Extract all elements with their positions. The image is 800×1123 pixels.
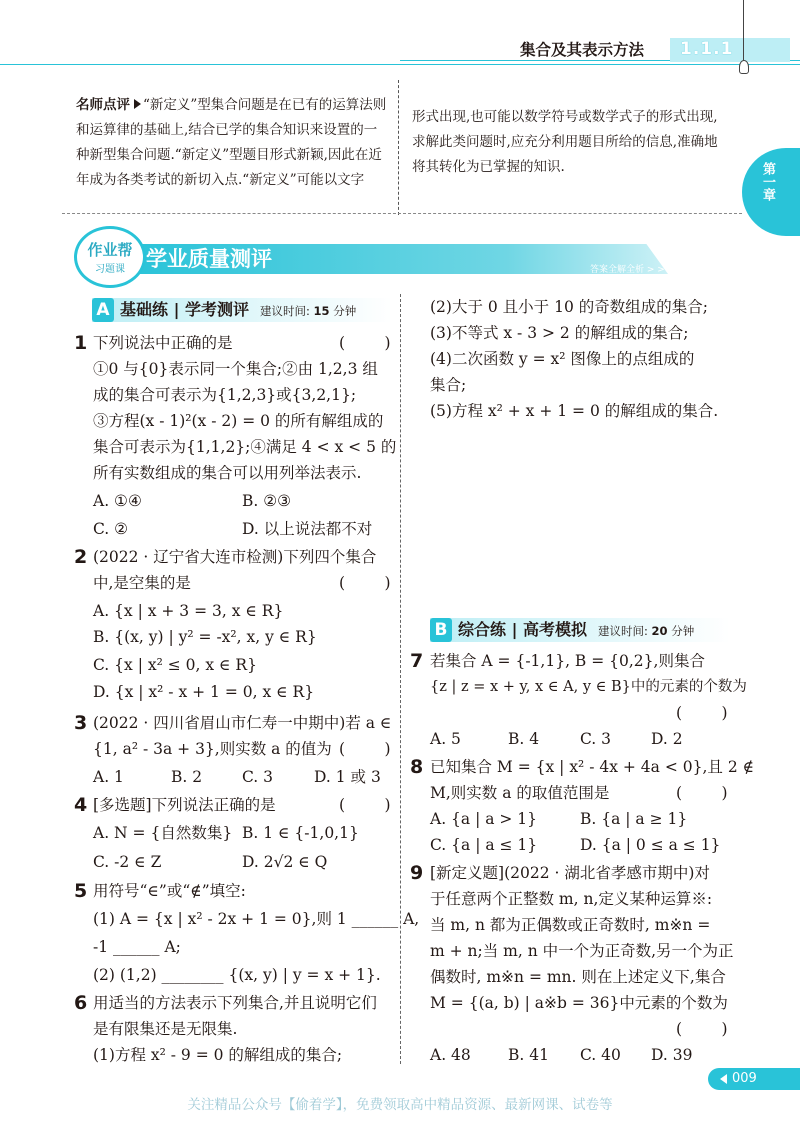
option-d: D. {a | 0 ≤ a ≤ 1} [580,836,721,854]
page-number-tab [708,1068,800,1090]
question-number: 2 [74,546,88,568]
option-b: B. 4 [508,730,540,748]
option-a: A. {x | x + 3 = 3, x ∈ R} [93,602,284,620]
question-line: (1) A = {x | x² - 2x + 1 = 0},则 1 ______ A, [93,910,420,928]
answer-paren: ( ) [676,704,728,722]
commentary-right-line-3: 将其转化为已掌握的知识. [412,159,565,175]
option-b: B. {a | a ≥ 1} [580,810,688,828]
option-a: A. ①④ [93,492,142,510]
question-line: M = {(a, b) | a※b = 36}中元素的个数为 [430,994,728,1012]
option-c: C. -2 ∈ Z [93,853,162,871]
question-line: (4)二次函数 y = x² 图像上的点组成的 [430,350,695,368]
question-line: (2) (1,2) ________ {(x, y) | y = x + 1}. [93,966,381,984]
question-number: 7 [410,650,424,672]
section-b-time-unit: 分钟 [671,624,695,638]
chapter-tab-label: 第一章 [760,162,775,201]
question-line: 下列说法中正确的是 [93,334,233,352]
answer-paren: ( ) [676,1020,728,1038]
banner-title: 学业质量测评 [146,247,272,271]
option-d: D. 39 [651,1046,693,1064]
option-c: C. {x | x² ≤ 0, x ∈ R} [93,656,257,674]
option-c: C. ② [93,520,129,538]
answer-paren: ( ) [339,740,391,758]
section-a-time-value: 15 [313,304,330,318]
section-b-time-value: 20 [651,624,668,638]
section-b-time-label: 建议时间: [598,624,648,638]
column-divider [400,294,402,1064]
question-line: 是有限集还是无限集. [93,1020,238,1038]
option-d: D. 以上说法都不对 [242,520,373,538]
question-line: 偶数时, m※n = mn. 则在上述定义下,集合 [430,968,726,986]
question-line: M,则实数 a 的取值范围是 [430,784,610,802]
question-line: 用适当的方法表示下列集合,并且说明它们 [93,994,377,1012]
banner-answer-ref: 答案全解全析 > > P213 [590,265,691,275]
question-line: 中,是空集的是 [93,574,191,592]
question-line: 集合; [430,376,467,394]
commentary-left-line-4: 年成为各类考试的新切入点.“新定义”可能以文字 [76,172,365,188]
question-number: 5 [74,880,88,902]
section-b-title-main: 综合练 [458,620,507,639]
option-a: A. 48 [430,1046,471,1064]
option-c: C. 3 [580,730,612,748]
option-a: A. {a | a > 1} [430,810,538,828]
section-a-letter: A [92,298,114,322]
answer-paren: ( ) [676,784,728,802]
question-line: 当 m, n 都为正偶数或正奇数时, m※n = [430,916,711,934]
option-c: C. {a | a ≤ 1} [430,836,538,854]
question-number: 1 [74,332,88,354]
option-a: A. N = {自然数集} [93,824,233,842]
question-line: 用符号“∈”或“∉”填空: [93,882,246,900]
option-b: B. 41 [508,1046,549,1064]
answer-paren: ( ) [339,574,391,592]
question-line: ③方程(x - 1)²(x - 2) = 0 的所有解组成的 [93,412,384,430]
section-b-title [458,618,587,642]
question-line: 成的集合可表示为{1,2,3}或{3,2,1}; [93,386,357,404]
section-number: 1.1.1 [680,39,734,59]
question-line: [多选题]下列说法正确的是 [93,796,276,814]
footer-watermark: 关注精品公众号【偷着学】，免费领取高中精品资源、最新网课、试卷等 [187,1097,613,1113]
question-line: (1)方程 x² - 9 = 0 的解组成的集合; [93,1046,343,1064]
question-number: 4 [74,794,88,816]
question-line: -1 ______ A; [93,938,181,956]
option-d: D. 2√2 ∈ Q [242,853,328,871]
question-number: 9 [410,862,424,884]
option-b: B. 1 ∈ {-1,0,1} [242,824,359,842]
section-a-title [120,298,249,322]
question-line: m + n;当 m, n 中一个为正奇数,另一个为正 [430,942,734,960]
option-b: B. 2 [171,768,203,786]
question-line: (5)方程 x² + x + 1 = 0 的解组成的集合. [430,402,719,420]
section-b-subtitle: 高考模拟 [523,620,588,639]
section-b-letter: B [430,618,452,642]
triangle-marker-icon [134,99,141,109]
option-d: D. 1 或 3 [314,768,381,786]
option-a: A. 5 [430,730,461,748]
left-arrow-icon [720,1074,727,1084]
option-b: B. ②③ [242,492,292,510]
section-b-time [598,622,694,640]
option-d: D. 2 [651,730,683,748]
question-line: 所有实数组成的集合可以用列举法表示. [93,464,362,482]
option-a: A. 1 [93,768,124,786]
answer-paren: ( ) [339,796,391,814]
answer-paren: ( ) [339,334,391,352]
commentary-left-line-1: “新定义”型集合问题是在已有的运算法则 [143,97,387,113]
question-line: (2022 · 四川省眉山市仁寿一中期中)若 a ∈ [93,714,392,732]
option-c: C. 3 [242,768,274,786]
section-b-sep: | [511,620,518,639]
option-c: C. 40 [580,1046,621,1064]
option-b: B. {(x, y) | y² = -x², x, y ∈ R} [93,628,317,646]
chapter-tab [742,148,800,236]
banner-logo-top: 作业帮 [87,241,133,259]
commentary-right-line-1: 形式出现,也可能以数学符号或数学式子的形式出现, [412,109,718,125]
question-line: ①0 与{0}表示同一个集合;②由 1,2,3 组 [93,360,378,378]
commentary-left-line-2: 和运算律的基础上,结合已学的集合知识来设置的一 [76,122,378,138]
section-a-title-main: 基础练 [120,300,169,319]
question-line: (3)不等式 x - 3 > 2 的解组成的集合; [430,324,689,342]
header-title: 集合及其表示方法 [520,41,645,59]
question-line: {z | z = x + y, x ∈ A, y ∈ B}中的元素的个数为 [430,679,747,695]
question-line: 集合可表示为{1,1,2};④满足 4 < x < 5 的 [93,438,397,456]
question-line: 已知集合 M = {x | x² - 4x + 4a < 0},且 2 ∉ [430,758,755,776]
question-number: 3 [74,712,88,734]
question-line: (2)大于 0 且小于 10 的奇数组成的集合; [430,298,708,316]
hanging-bulb-icon [736,0,752,80]
banner-logo-bottom: 习题课 [95,264,125,275]
commentary-label: 名师点评 [76,97,130,113]
section-a-time [260,302,356,320]
commentary-right-line-2: 求解此类问题时,应充分利用题目所给的信息,准确地 [412,134,718,150]
commentary-left-line-3: 种新型集合问题.“新定义”型题目形式新颖,因此在近 [76,147,382,163]
option-d: D. {x | x² - x + 1 = 0, x ∈ R} [93,683,315,701]
section-a-sep: | [173,300,180,319]
question-line: 于任意两个正整数 m, n,定义某种运算※: [430,890,713,908]
question-line: {1, a² - 3a + 3},则实数 a 的值为 [93,740,332,758]
banner-logo [74,226,146,288]
question-number: 6 [74,992,88,1014]
section-a-subtitle: 学考测评 [185,300,250,319]
question-line: (2022 · 辽宁省大连市检测)下列四个集合 [93,548,377,566]
question-number: 8 [410,756,424,778]
question-line: 若集合 A = {-1,1}, B = {0,2},则集合 [430,652,705,670]
page-number: 009 [732,1071,757,1086]
section-a-time-label: 建议时间: [260,304,310,318]
section-a-time-unit: 分钟 [333,304,357,318]
question-line: [新定义题](2022 · 湖北省孝感市期中)对 [430,864,710,882]
